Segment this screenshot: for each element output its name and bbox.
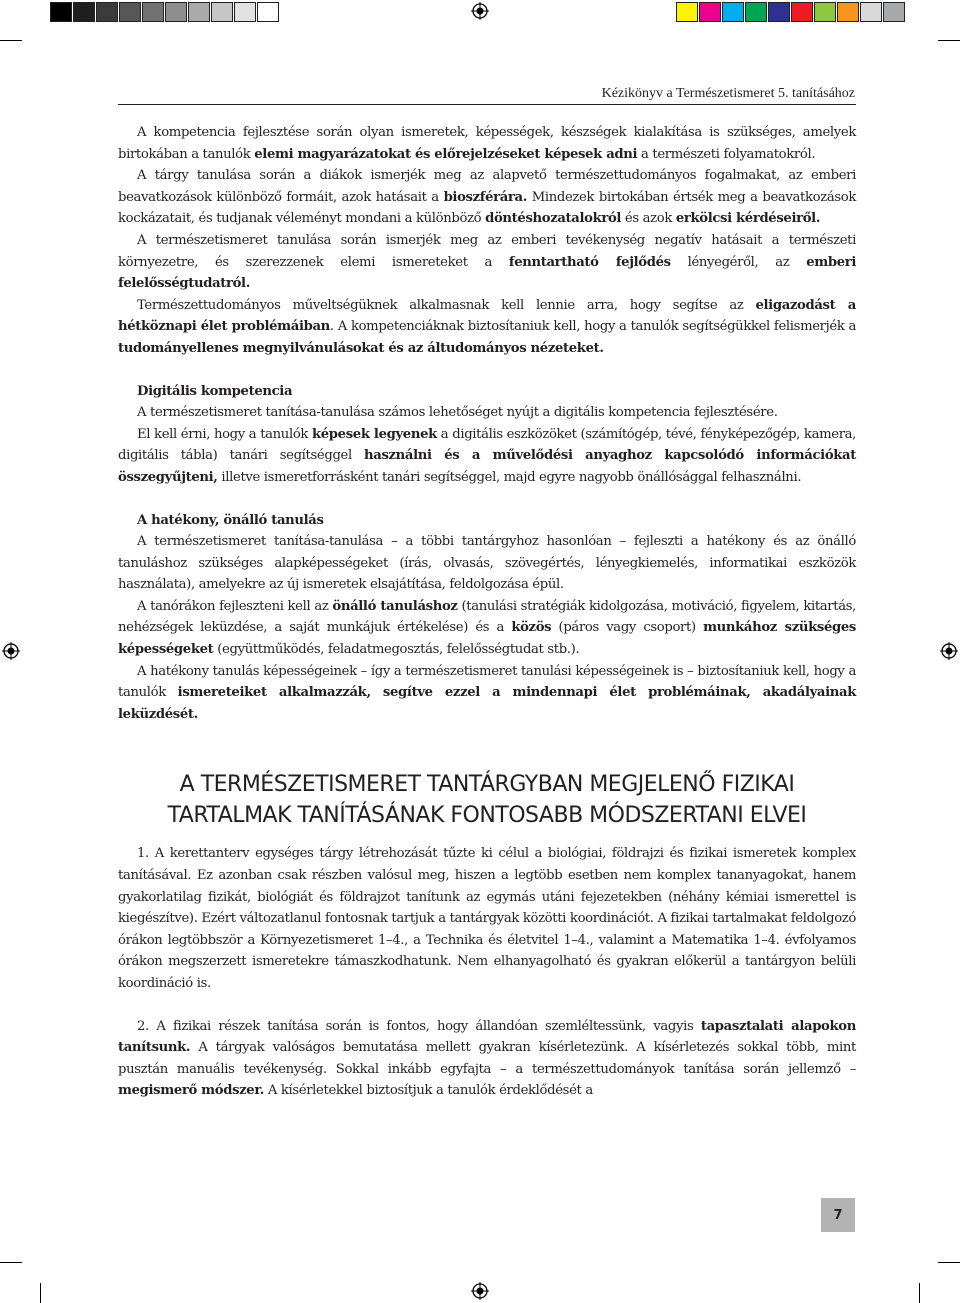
gray-swatch bbox=[188, 2, 210, 22]
crop-mark bbox=[0, 40, 22, 41]
page-number: 7 bbox=[821, 1198, 855, 1232]
paragraph: Természettudományos műveltségüknek alkalmasnak kell lennie arra, hogy segítse az eligazodást a hétköznapi élet problémáiban. A kompetenciáknak biztosítaniuk kell, hogy a tanulók segítségükkel felismerjék a tudományellenes megnyilvánulásokat és az áltudományos nézeteket. bbox=[118, 297, 856, 356]
color-swatch bbox=[860, 2, 882, 22]
gray-swatch bbox=[257, 2, 279, 22]
paragraph: A természetismeret tanítása-tanulása – a többi tantárgyhoz hasonlóan – fejleszti a hatékony és az önálló tanuláshoz szükséges alapképességeket (írás, olvasás, szövegértés, lényegkiemelés, informatikai eszközök használata), amelyekre az új ismeretek elsajátítása, feldolgozása épül. bbox=[118, 534, 856, 593]
color-swatch bbox=[768, 2, 790, 22]
numbered-paragraph: 2. A fizikai részek tanítása során is fontos, hogy állandóan szemléltessünk, vagyis tapasztalati alapokon tanítsunk. A tárgyak valóságos bemutatása mellett gyakran kísérletezünk. A kísérletezés sokkal több, mint pusztán manuális tevékenység. Sokkal inkább egyfajta – a természettudományok tanítása során jellemző – megismerő módszer. A kísérletekkel biztosítjuk a tanulók érdeklődését a bbox=[118, 1018, 856, 1099]
color-swatch bbox=[676, 2, 698, 22]
color-swatch bbox=[837, 2, 859, 22]
paragraph: A természetismeret tanítása-tanulása számos lehetőséget nyújt a digitális kompetencia fejlesztésére. bbox=[137, 405, 778, 421]
paragraph: A tanórákon fejleszteni kell az önálló tanuláshoz (tanulási stratégiák kidolgozása, motiváció, figyelem, kitartás, nehézségek leküzdése, a saját munkájuk értékelése) és a közös (páros vagy csoport) munkához szükséges képességeket (együttműködés, feladatmegosztás, felelősségtudat stb.). bbox=[118, 598, 856, 658]
page-body bbox=[118, 122, 856, 1102]
gray-swatch bbox=[165, 2, 187, 22]
gray-swatch bbox=[96, 2, 118, 22]
main-heading: A TERMÉSZETISMERET TANTÁRGYBAN MEGJELENŐ FIZIKAI TARTALMAK TANÍTÁSÁNAK FONTOSABB MÓDSZERTANI ELVEI bbox=[167, 772, 807, 829]
paragraph: A tárgy tanulása során a diákok ismerjék meg az alapvető természettudományos fogalmakat, az emberi beavatkozások különböző formáit, azok hatásait a bioszférára. Mindezek birtokában értsék meg a beavatkozások kockázatait, és tudjanak véleményt mondani a különböző döntéshozatalokról és azok erkölcsi kérdéseiről. bbox=[118, 168, 856, 227]
header-rule bbox=[118, 104, 856, 105]
color-swatch bbox=[722, 2, 744, 22]
process-color-bar bbox=[676, 2, 906, 22]
crop-mark bbox=[0, 1262, 22, 1263]
gray-swatch bbox=[234, 2, 256, 22]
registration-mark-icon bbox=[471, 1282, 489, 1300]
gray-swatch bbox=[119, 2, 141, 22]
color-swatch bbox=[699, 2, 721, 22]
paragraph: A természetismeret tanulása során ismerjék meg az emberi tevékenység negatív hatásait a természeti környezetre, és szerezzenek elemi ismereteket a fenntartható fejlődés lényegéről, az emberi felelősségtudatról. bbox=[118, 232, 857, 292]
color-swatch bbox=[745, 2, 767, 22]
gray-color-bar bbox=[50, 2, 280, 22]
section-heading-learning: A hatékony, önálló tanulás bbox=[137, 512, 324, 528]
registration-mark-icon bbox=[2, 642, 20, 660]
paragraph: A kompetencia fejlesztése során olyan ismeretek, képességek, készségek kialakítása is szükséges, amelyek birtokában a tanulók elemi magyarázatokat és előrejelzéseket képesek adni a természeti folyamatokról. bbox=[118, 125, 856, 162]
crop-mark bbox=[40, 1283, 41, 1303]
registration-mark-icon bbox=[940, 642, 958, 660]
numbered-paragraph: 1. A kerettanterv egységes tárgy létrehozását tűzte ki célul a biológiai, földrajzi és fizikai ismeretek komplex tanításával. Ez azonban csak részben valósul meg, hiszen a legtöbb esetben nem komplex tananyagokat, hanem gyakorlatilag fizikát, biológiát és földrajzot tanítunk az egymás utáni fejezetekben (néhány kémiai ismerettel is kiegészítve). Ezért változatlanul fontosnak tartjuk a tantárgyak közötti koordinációt. A fizikai tartalmakat feldolgozó órákon legtöbbször a Környezetismeret 1–4., a Technika és életvitel 1–4., valamint a Matematika 1–4. évfolyamos órákon megszerzett ismeretekre támaszkodhatunk. Nem elhanyagolható és gyakran előkerül a tantárgyon belüli koordináció is. bbox=[118, 846, 856, 991]
gray-swatch bbox=[73, 2, 95, 22]
color-swatch bbox=[814, 2, 836, 22]
section-heading-digital: Digitális kompetencia bbox=[137, 383, 293, 399]
crop-mark bbox=[938, 1262, 960, 1263]
running-header: Kézikönyv a Természetismeret 5. tanításához bbox=[601, 86, 855, 101]
paragraph: A hatékony tanulás képességeinek – így a természetismeret tanulási képességeinek is – biztosítaniuk kell, hogy a tanulók ismereteiket alkalmazzák, segítve ezzel a mindennapi élet problémáinak, akadályainak leküzdését. bbox=[118, 663, 856, 722]
gray-swatch bbox=[50, 2, 72, 22]
registration-mark-icon bbox=[471, 2, 489, 20]
color-swatch bbox=[791, 2, 813, 22]
crop-mark bbox=[919, 1283, 920, 1303]
paragraph: El kell érni, hogy a tanulók képesek legyenek a digitális eszközöket (számítógép, tévé, fényképezőgép, kamera, digitális tábla) tanári segítséggel használni és a művelődési anyaghoz kapcsolódó információkat összegyűjteni, illetve ismeretforrásként tanári segítséggel, majd egyre nagyobb önállósággal felhasználni. bbox=[118, 426, 856, 485]
gray-swatch bbox=[211, 2, 233, 22]
crop-mark bbox=[938, 40, 960, 41]
color-swatch bbox=[883, 2, 905, 22]
gray-swatch bbox=[142, 2, 164, 22]
